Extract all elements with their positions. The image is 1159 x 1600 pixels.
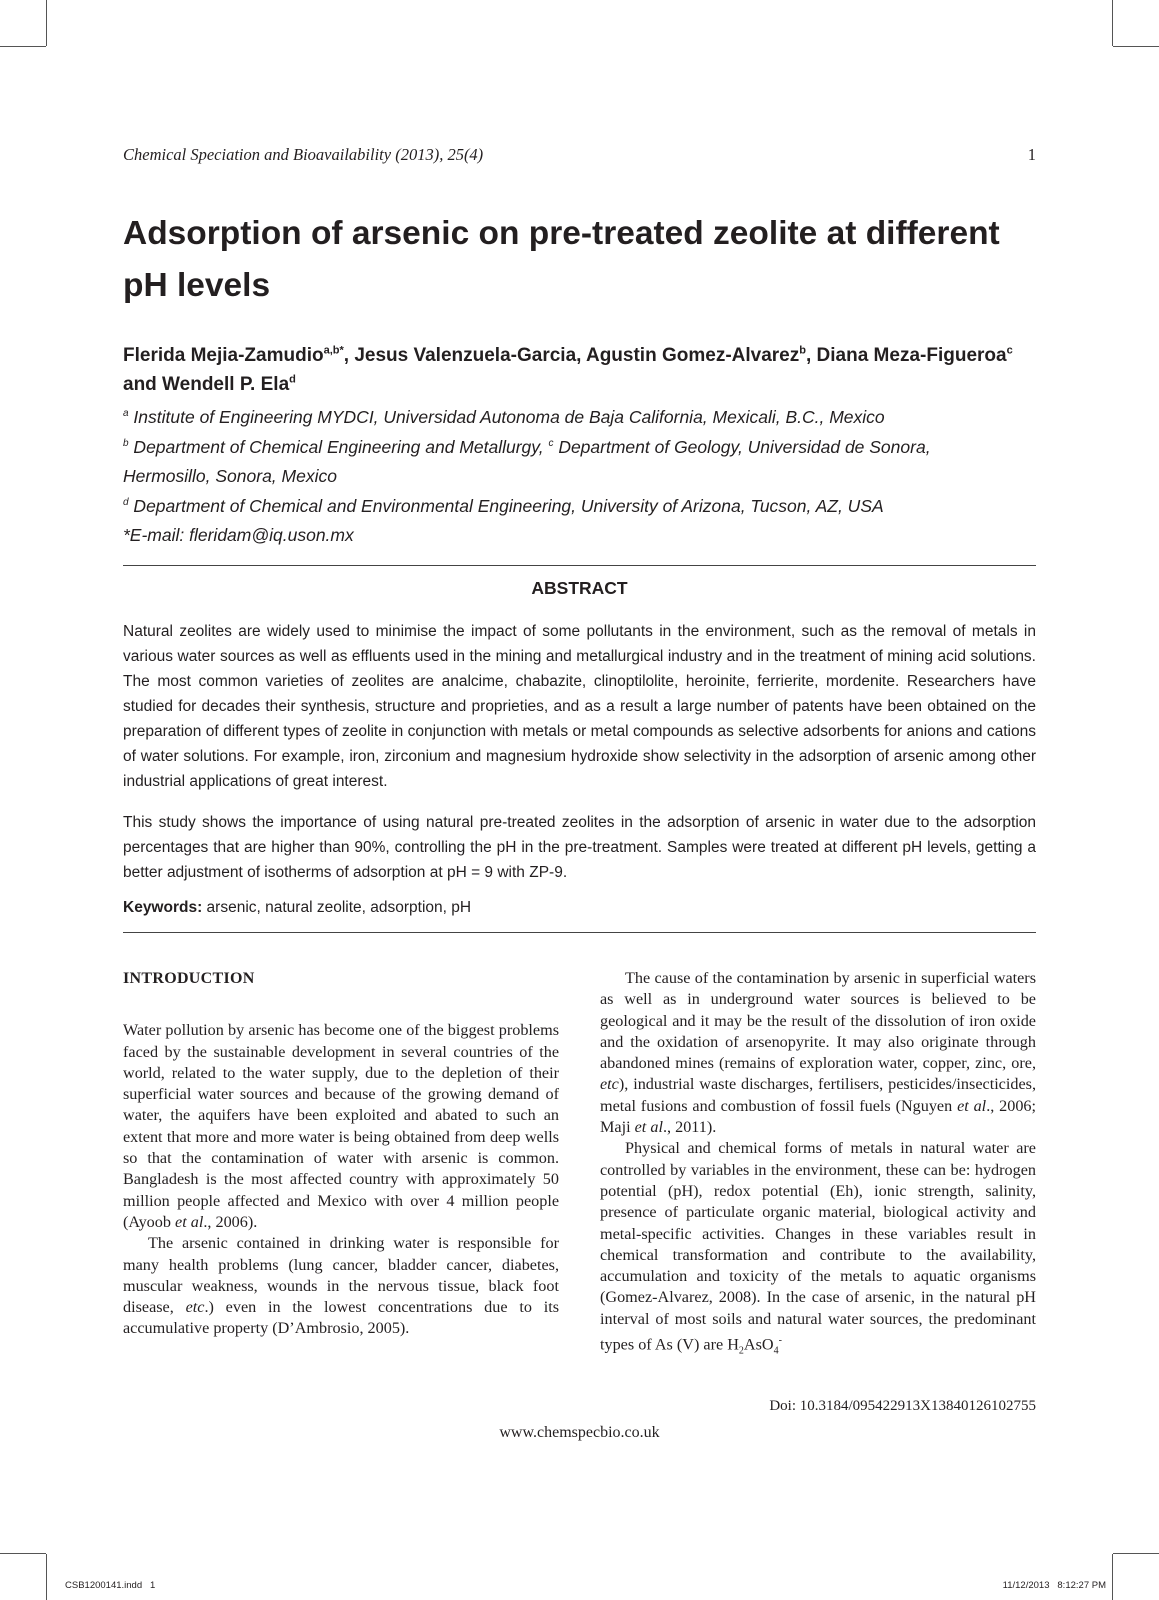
affiliation-c-continued: Hermosillo, Sonora, Mexico [123, 466, 337, 486]
crop-mark [46, 1554, 47, 1600]
affiliation-mark: d [123, 496, 129, 508]
crop-mark [46, 0, 47, 46]
author-affiliation-mark: a,b* [323, 344, 344, 357]
print-slug-timestamp: 11/12/2013 8:12:27 PM [1002, 1580, 1106, 1591]
affiliation-d [123, 492, 1038, 522]
affiliation-mark: c [548, 437, 554, 449]
paper-title: Adsorption of arsenic on pre-treated zeolite at different pH levels [123, 215, 1000, 304]
crop-mark [1113, 46, 1159, 47]
print-slug-file: CSB1200141.indd 1 [65, 1580, 156, 1591]
author-affiliation-mark: b [799, 344, 806, 357]
keywords-label: Keywords: [123, 899, 203, 916]
affiliation-text: Department of Chemical and Environmental Engineering, University of Arizona, Tucson, AZ, USA [128, 495, 884, 516]
left-column [123, 968, 559, 1340]
affiliation-text: Department of Chemical Engineering and Metallurgy, [128, 436, 549, 457]
crop-mark [1113, 1553, 1159, 1554]
author-name: , Jesus Valenzuela-Garcia, Agustin Gomez-Alvarez [343, 345, 800, 366]
crop-mark [0, 46, 46, 47]
body-paragraph: Water pollution by arsenic has become one of the biggest problems faced by the sustainable development in several countries of the world, related to the water supply, due to the depletion of their superficial water sources and because of the growing demand of water, the aquifers have been exploited and abated to such an extent that more and more water is being obtained from deep wells so that the contamination of water with arsenic is common. Bangladesh is the most affected country with approximately 50 million people affected and Mexico with over 4 million people (Ayoob et al., 2006). [123, 1021, 559, 1231]
abstract-paragraph: Natural zeolites are widely used to minimise the impact of some pollutants in the environment, such as the removal of metals in various water sources as well as effluents used in the mining and metallurgical industry and in the treatment of mining acid solutions. The most common varieties of zeolites are analcime, chabazite, clinoptilolite, heroinite, ferrierite, mordenite. Researchers have studied for decades their synthesis, structure and proprieties, and as a result a large number of patents have been obtained on the preparation of different types of zeolite in conjunction with metals or metal compounds as selective adsorbents for anions and cations of water solutions. For example, iron, zirconium and magnesium hydroxide show selectivity in the adsorption of arsenic among other industrial applications of great interest. [123, 623, 1036, 790]
affiliation-text: Department of Geology, Universidad de Sonora, [553, 436, 931, 457]
journal-header: Chemical Speciation and Bioavailability (2013), 25(4) [123, 145, 484, 164]
crop-mark [0, 1553, 46, 1554]
affiliation-b-c [123, 433, 1038, 463]
crop-mark [1112, 0, 1113, 46]
divider-bottom [123, 932, 1036, 933]
crop-mark [1112, 1554, 1113, 1600]
section-heading: INTRODUCTION [123, 970, 255, 987]
author-name: Flerida Mejia-Zamudio [123, 345, 324, 366]
keywords [123, 899, 1036, 917]
abstract-paragraph: This study shows the importance of using natural pre-treated zeolites in the adsorption of arsenic in water due to the adsorption percentages that are higher than 90%, controlling the pH in the pre-treatment. Samples were treated at different pH levels, getting a better adjustment of isotherms of adsorption at pH = 9 with ZP-9. [123, 814, 1036, 881]
affiliation-mark: b [123, 437, 129, 449]
affiliation-a [123, 403, 1038, 433]
body-paragraph: Physical and chemical forms of metals in natural water are controlled by variables in the environment, these can be: hydrogen potential (pH), redox potential (Eh), ionic strength, salinity, presence of particulate organic material, biological activity and metal-specific activities. Changes in these variables result in chemical transformation and contribute to the availability, accumulation and toxicity of the metals to aquatic organisms (Gomez-Alvarez, 2008). In the case of arsenic, in the natural pH interval of most soils and natural water sources, the predominant types of As (V) are $H_2AsO_4^-$ [600, 1139, 1036, 1357]
affiliation-mark: a [123, 408, 129, 420]
body-paragraph: The arsenic contained in drinking water is responsible for many health problems (lung cancer, bladder cancer, diabetes, muscular weakness, wounds in the nervous tissue, black foot disease, etc.) even in the lowest concentrations due to its accumulative property (D’Ambrosio, 2005). [123, 1234, 559, 1338]
keywords-text: arsenic, natural zeolite, adsorption, pH [202, 899, 472, 916]
affiliation-list [123, 403, 1038, 551]
author-affiliation-mark: d [289, 373, 296, 386]
divider-top [123, 565, 1036, 566]
doi: Doi: 10.3184/095422913X13840126102755 [769, 1398, 1036, 1414]
body-paragraph: The cause of the contamination by arsenic in superficial waters as well as in underground water sources is believed to be geological and it may be the result of the dissolution of iron oxide and the oxidation of arsenopyrite. It may also originate through abandoned mines (remains of exploration water, copper, zinc, ore, etc), industrial waste discharges, fertilisers, pesticides/insecticides, metal fusions and combustion of fossil fuels (Nguyen et al., 2006; Maji et al., 2011). [600, 969, 1036, 1137]
journal-website: www.chemspecbio.co.uk [499, 1424, 660, 1441]
page-number: 1 [1027, 145, 1036, 164]
author-affiliation-mark: c [1006, 344, 1013, 357]
author-name: and Wendell P. Ela [123, 374, 290, 395]
affiliation-text: Institute of Engineering MYDCI, Universidad Autonoma de Baja California, Mexicali, B.C., Mexico [128, 407, 885, 427]
corresponding-email: *E-mail: fleridam@iq.uson.mx [123, 525, 354, 545]
abstract-heading: ABSTRACT [531, 578, 628, 598]
right-column [600, 968, 1036, 1362]
author-name: , Diana Meza-Figueroa [805, 345, 1007, 366]
author-list [123, 341, 1038, 399]
